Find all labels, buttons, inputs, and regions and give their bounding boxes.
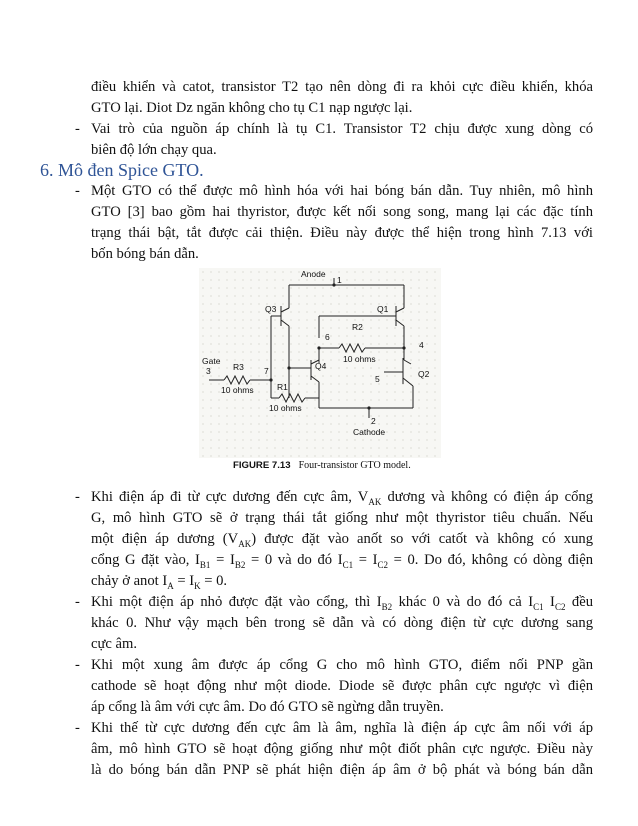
- label-node-3: 3: [206, 366, 211, 376]
- section-heading: 6. Mô đen Spice GTO.: [40, 160, 204, 180]
- label-r3-value: 10 ohms: [221, 385, 254, 395]
- b4-line-1: Khi thế từ cực dương đến cực âm là âm, nghĩa là điện áp cực âm nối với áp: [91, 720, 593, 736]
- circuit-diagram: [199, 268, 441, 458]
- b3-line-1: Khi một xung âm được áp cổng G cho mô hình GTO, điểm nối PNP gần: [91, 657, 593, 673]
- p1-line-2: GTO [3] bao gồm hai thyristor, được kết nối song song, mang lại các đặc tính: [91, 204, 593, 220]
- b2-line-3: cực âm.: [91, 636, 137, 652]
- intro-line-2: GTO lại. Diot Dz ngăn không cho tụ C1 nạp ngược lại.: [91, 100, 413, 116]
- p1-line-3: trạng thái bật, tắt được cải thiện. Điều này được thể hiện trong hình 7.13 với: [91, 225, 593, 241]
- b4-line-2: âm, mô hình GTO sẽ hoạt động giống như một điốt phân cực ngược. Điều này: [91, 741, 593, 757]
- label-gate: Gate: [202, 356, 221, 366]
- label-anode: Anode: [301, 269, 326, 279]
- b1-line-5: chảy ở anot $I_A = I_K = 0$.: [91, 573, 228, 591]
- label-q1: Q1: [377, 304, 389, 314]
- b2-line-1: Khi một điện áp nhỏ được đặt vào cổng, thì $I_{B2}$ khác 0 và do đó cả $I_{C1}$ $I_{C2}$ đều: [91, 594, 593, 612]
- figure-caption: [233, 460, 411, 471]
- label-r1-value: 10 ohms: [269, 403, 302, 413]
- label-node-7: 7: [264, 366, 269, 376]
- bullet-dash: -: [75, 121, 80, 137]
- bullet-dash: -: [75, 720, 80, 736]
- b1-line-4: cổng G đặt vào, $I_{B1} = I_{B2} = 0$ và do đó $I_{C1} = I_{C2} = 0$. Do đó, không có dòng điện: [91, 552, 593, 570]
- label-node-4: 4: [419, 340, 424, 350]
- bullet-dash: -: [75, 594, 80, 610]
- bullet-dash: -: [75, 657, 80, 673]
- b2-line-2: khác 0. Như vậy mạch bên trong sẽ dẫn và có dòng điện từ cực dương sang: [91, 615, 593, 631]
- label-cathode: Cathode: [353, 427, 386, 437]
- intro-line-1: điều khiển và catot, transistor T2 tạo nên dòng đi ra khỏi cực điều khiển, khóa: [91, 79, 593, 95]
- label-q4: Q4: [315, 361, 327, 371]
- label-r2: R2: [352, 322, 363, 332]
- b3-line-2: cathode sẽ hoạt động như một diode. Diode sẽ được phân cực ngược vì điện: [91, 678, 593, 694]
- b3-line-3: áp cổng là âm với cực âm. Do đó GTO sẽ ngừng dẫn truyền.: [91, 699, 444, 715]
- label-node-1: 1: [337, 275, 342, 285]
- intro-line-4: biên độ lớn chạy qua.: [91, 142, 217, 158]
- b1-line-3: một điện áp dương $(V_{AK})$ được đặt vào anốt so với catốt và không có xung: [91, 531, 593, 549]
- label-node-2: 2: [371, 416, 376, 426]
- label-r2-value: 10 ohms: [343, 354, 376, 364]
- b4-line-3: là do bóng bán dẫn PNP sẽ phát hiện điện áp âm ở bộ phát và bóng bán dẫn: [91, 762, 593, 778]
- label-r3: R3: [233, 362, 244, 372]
- b1-line-2: G, mô hình GTO sẽ ở trạng thái tắt giống như một thyristor tiêu chuẩn. Nếu: [91, 510, 593, 526]
- circuit-figure: [199, 268, 441, 458]
- figure-caption-label: FIGURE 7.13: [233, 460, 291, 471]
- label-q2: Q2: [418, 369, 430, 379]
- intro-line-3: Vai trò của nguồn áp chính là tụ C1. Transistor T2 chịu được xung dòng có: [91, 121, 593, 137]
- bullet-dash: -: [75, 489, 80, 505]
- p1-line-1: Một GTO có thể được mô hình hóa với hai bóng bán dẫn. Tuy nhiên, mô hình: [91, 183, 593, 199]
- figure-caption-text: Four-transistor GTO model.: [298, 460, 411, 471]
- label-node-6: 6: [325, 332, 330, 342]
- bullet-dash: -: [75, 183, 80, 199]
- label-r1: R1: [277, 382, 288, 392]
- b1-line-1: Khi điện áp đi từ cực dương đến cực âm, $V_{AK}$ dương và không có điện áp cổng: [91, 489, 593, 507]
- label-q3: Q3: [265, 304, 277, 314]
- label-node-5: 5: [375, 374, 380, 384]
- p1-line-4: bốn bóng bán dẫn.: [91, 246, 199, 262]
